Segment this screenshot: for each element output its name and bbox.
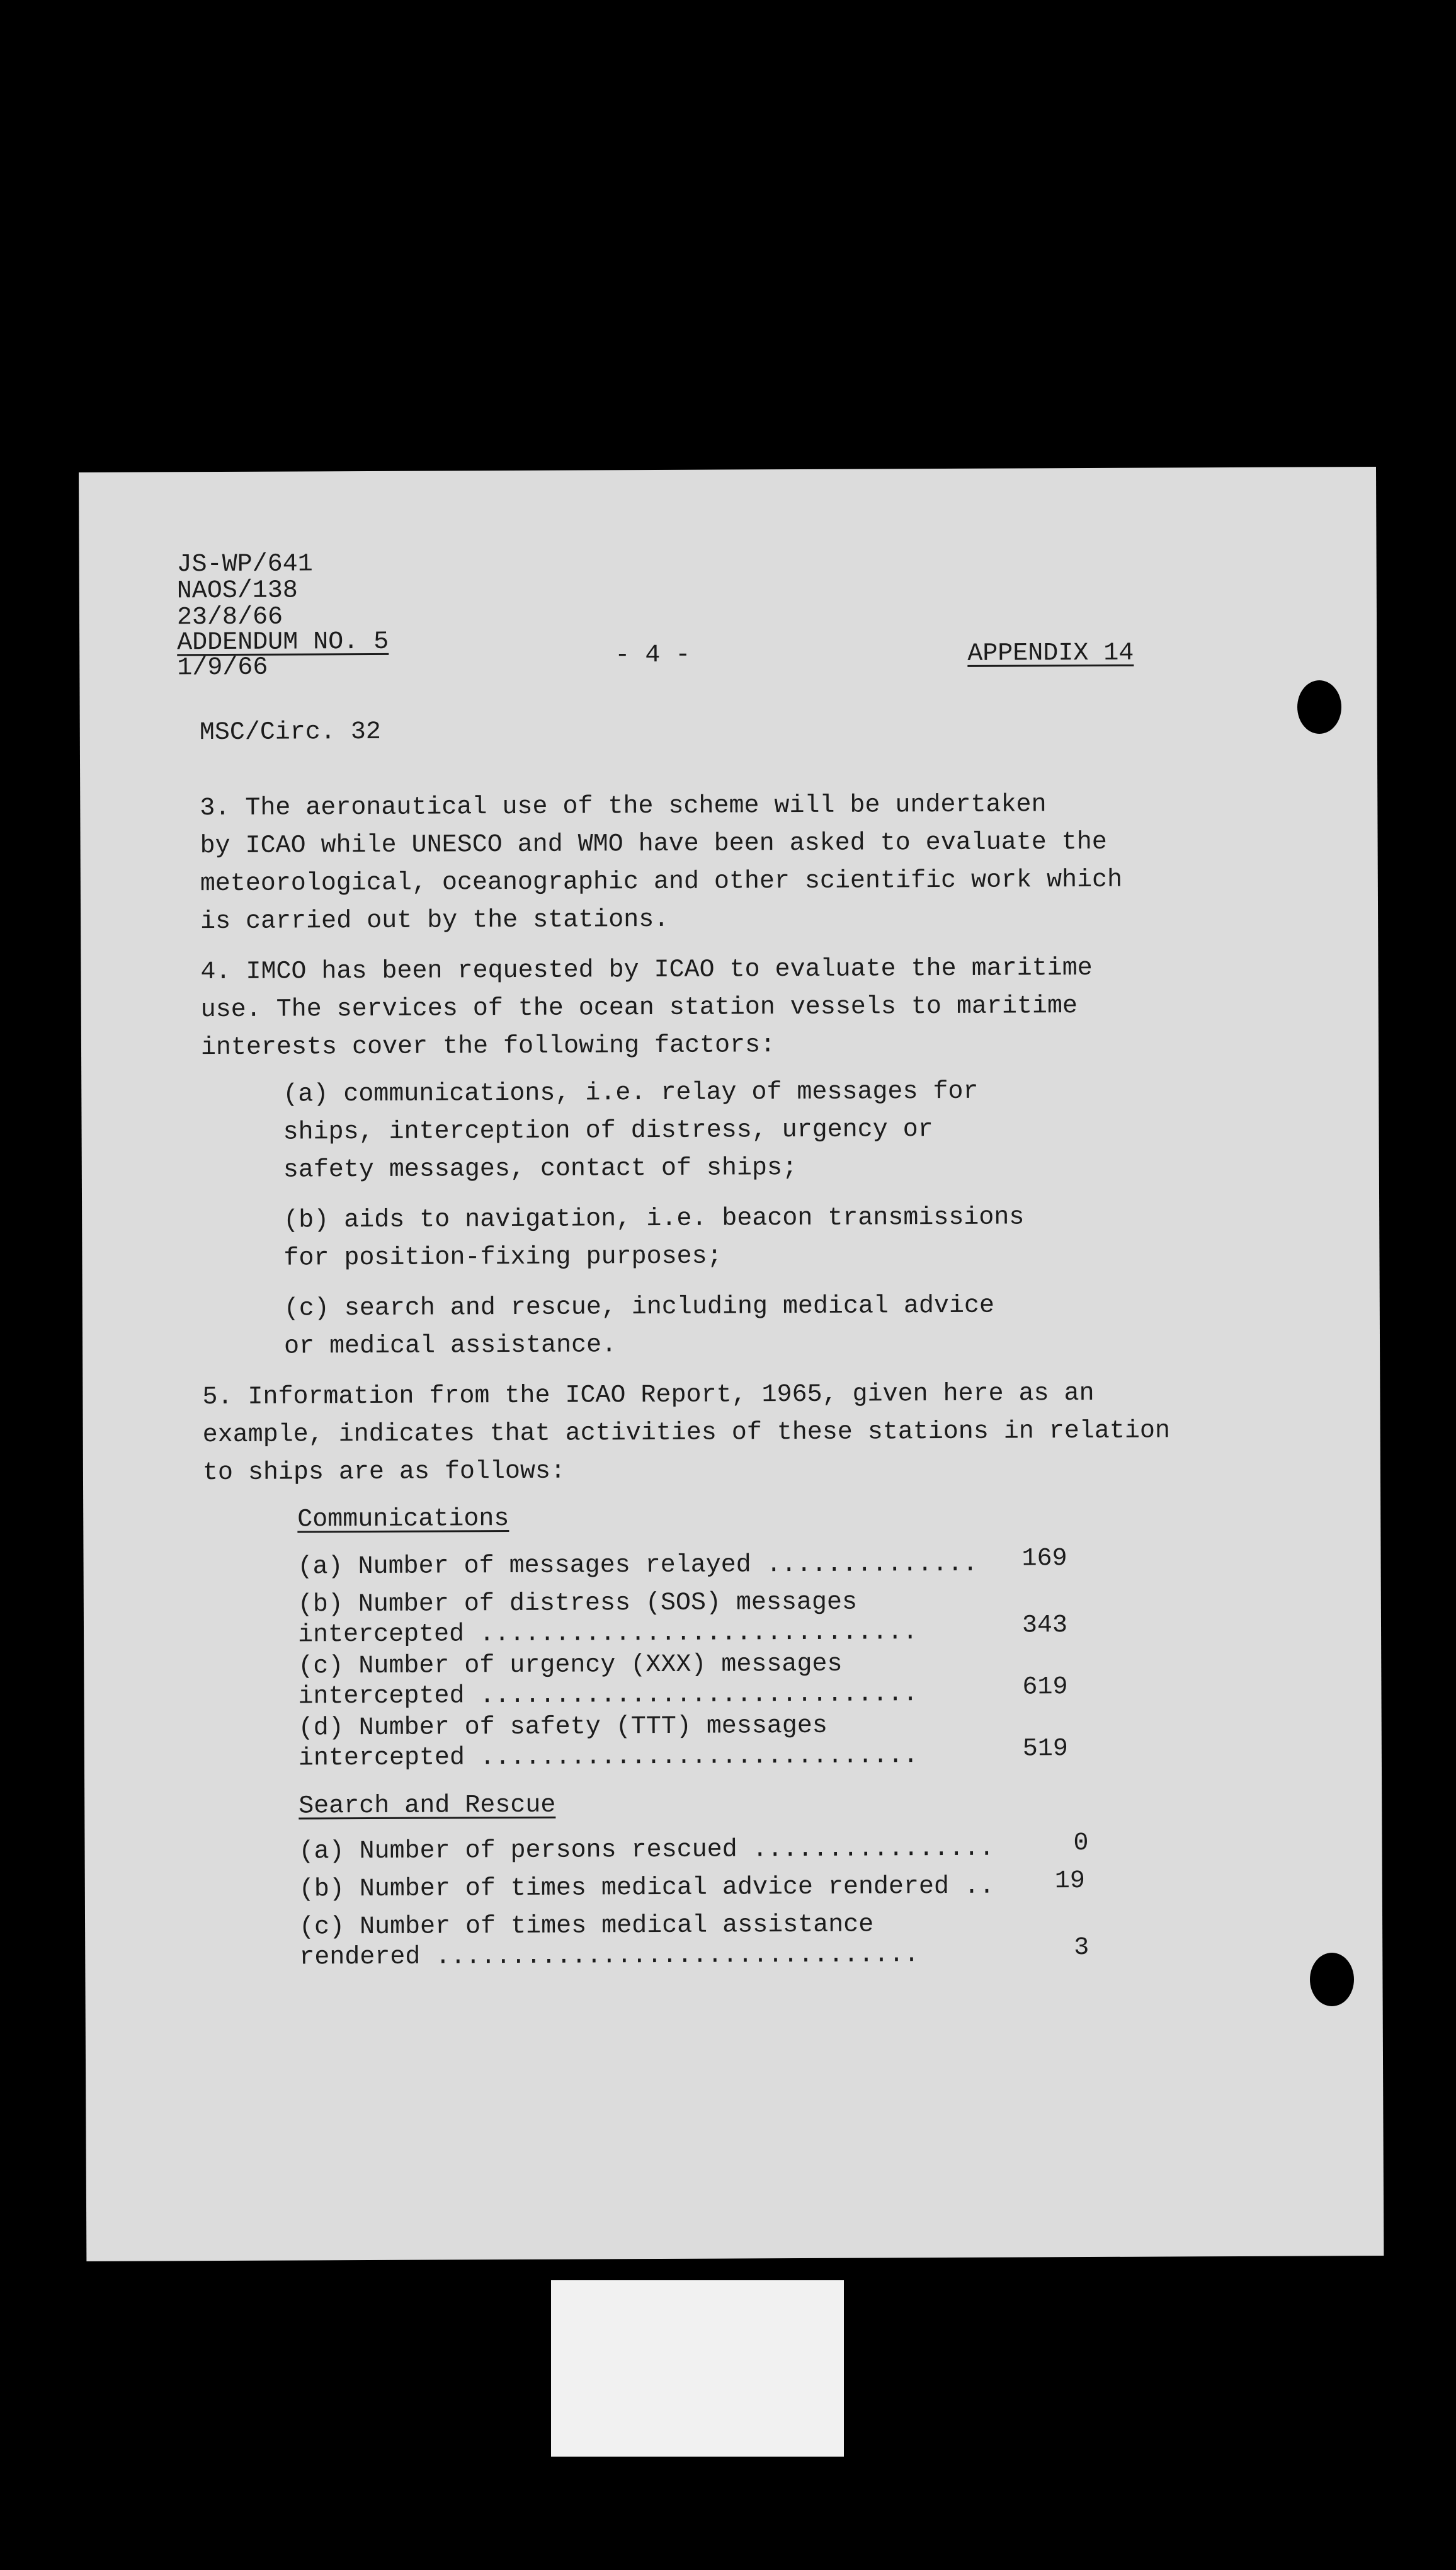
- factor-a-line-2: ships, interception of distress, urgency or: [283, 1116, 933, 1147]
- page-number: - 4 -: [615, 641, 691, 670]
- comm-item-d-label-1: (d) Number of safety (TTT) messages: [298, 1711, 828, 1743]
- sar-item-b: [299, 1867, 1085, 1904]
- document-page: [79, 467, 1384, 2261]
- sar-item-c-label-1: (c) Number of times medical assistance: [299, 1910, 874, 1942]
- p3-line-1: 3. The aeronautical use of the scheme will be undertaken: [200, 791, 1047, 823]
- comm-item-d-label-2: intercepted .............................: [298, 1742, 919, 1773]
- ref-line-5: 1/9/66: [177, 653, 268, 683]
- punch-hole-top: [1297, 680, 1341, 734]
- p3-line-4: is carried out by the stations.: [200, 905, 669, 937]
- factor-a-line-3: safety messages, contact of ships;: [283, 1154, 798, 1185]
- sar-item-c: [299, 1910, 1089, 1972]
- punch-hole-bottom: [1310, 1953, 1354, 2006]
- search-rescue-heading: Search and Rescue: [299, 1791, 556, 1821]
- comm-item-b: [297, 1588, 1068, 1650]
- p3-line-2: by ICAO while UNESCO and WMO have been asked to evaluate the: [200, 828, 1107, 861]
- sar-item-a: [299, 1829, 1089, 1866]
- comm-item-a: [297, 1545, 1067, 1582]
- sar-item-b-value: 19: [1054, 1867, 1085, 1896]
- sar-item-c-value: 3: [1074, 1934, 1089, 1963]
- ref-line-2: NAOS/138: [176, 576, 298, 606]
- comm-item-a-value: 169: [1021, 1545, 1067, 1573]
- p4-line-1: 4. IMCO has been requested by ICAO to evaluate the maritime: [200, 954, 1093, 987]
- factor-b-line-2: for position-fixing purposes;: [283, 1242, 722, 1273]
- p3-line-3: meteorological, oceanographic and other scientific work which: [200, 865, 1123, 899]
- comm-item-c-label-2: intercepted .............................: [298, 1680, 918, 1711]
- comm-item-c: [298, 1650, 1068, 1711]
- communications-heading: Communications: [297, 1505, 509, 1534]
- factor-c-line-2: or medical assistance.: [283, 1331, 617, 1361]
- ref-line-1: JS-WP/641: [176, 550, 313, 580]
- p5-line-1: 5. Information from the ICAO Report, 1965, given here as an: [202, 1379, 1095, 1412]
- comm-item-c-value: 619: [1022, 1673, 1068, 1702]
- blank-card: [551, 2280, 844, 2457]
- p4-line-3: interests cover the following factors:: [200, 1031, 776, 1063]
- comm-item-a-label: (a) Number of messages relayed ..............: [297, 1550, 978, 1582]
- factor-a-line-1: (a) communications, i.e. relay of messages for: [283, 1077, 979, 1109]
- factor-b-line-1: (b) aids to navigation, i.e. beacon transmissions: [283, 1203, 1025, 1235]
- sar-item-c-label-2: rendered ................................: [299, 1941, 919, 1972]
- comm-item-d: [298, 1711, 1068, 1773]
- p5-line-3: to ships are as follows:: [202, 1457, 566, 1488]
- sar-item-a-value: 0: [1073, 1829, 1089, 1858]
- ref-line-3: 23/8/66: [176, 603, 283, 632]
- appendix-label: APPENDIX 14: [967, 639, 1134, 668]
- factor-c-line-1: (c) search and rescue, including medical advice: [283, 1291, 995, 1323]
- comm-item-b-label-1: (b) Number of distress (SOS) messages: [297, 1588, 858, 1619]
- comm-item-b-value: 343: [1021, 1611, 1068, 1640]
- comm-item-b-label-2: intercepted .............................: [297, 1618, 918, 1650]
- comm-item-c-label-1: (c) Number of urgency (XXX) messages: [298, 1650, 843, 1681]
- p5-line-2: example, indicates that activities of these stations in relation: [202, 1417, 1171, 1450]
- sar-item-a-label: (a) Number of persons rescued ................: [299, 1834, 994, 1866]
- circular-ref: MSC/Circ. 32: [199, 717, 381, 748]
- p4-line-2: use. The services of the ocean station vessels to maritime: [200, 992, 1078, 1025]
- sar-item-b-label: (b) Number of times medical advice rendered ..: [299, 1872, 995, 1904]
- comm-item-d-value: 519: [1022, 1735, 1068, 1764]
- ref-line-4: ADDENDUM NO. 5: [177, 627, 389, 658]
